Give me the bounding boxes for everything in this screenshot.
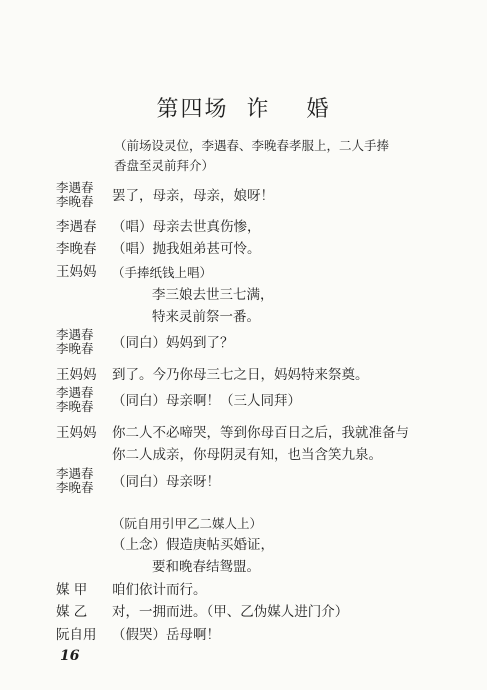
dialogue-line: （同白）母亲啊！（三人同拜） [112,393,301,409]
dialogue-line: 你二人成亲，你母阴灵有知，也当含笑九泉。 [112,447,382,463]
dialogue-line: （同白）母亲呀！ [112,474,220,490]
speaker-pair [56,328,94,356]
dialogue-line: 罢了，母亲，母亲，娘呀！ [112,188,274,204]
verse-line: 要和晚春结鸳盟。 [152,559,260,575]
speaker-pair [56,181,94,209]
speaker-name: 李遇春 [56,466,94,481]
stage-direction-line: （阮自用引甲乙二媒人上） [112,516,263,531]
speaker-name: 媒 乙 [56,604,88,620]
verse-line: 特来灵前祭一番。 [152,309,260,325]
dialogue-line: 你二人不必啼哭，等到你母百日之后，我就准备与 [112,425,409,441]
speaker-name: 王妈妈 [56,367,97,383]
dialogue-line: （唱）抛我姐弟甚可怜。 [112,241,261,257]
speaker-name: 李晚春 [56,241,97,257]
scene-title: 第四场 诈 婚 [156,97,331,122]
speaker-name: 媒 甲 [56,582,88,598]
speaker-name: 李晚春 [56,341,94,356]
speaker-name: 阮自用 [56,627,97,643]
verse-line: 李三娘去世三七满， [152,287,274,303]
speaker-name: 王妈妈 [56,425,97,441]
dialogue-line: （唱）母亲去世真伤惨， [112,219,261,235]
dialogue-line: （假哭）岳母啊！ [112,627,220,643]
speaker-name: 李遇春 [56,219,97,235]
dialogue-line: （同白）妈妈到了？ [112,335,234,351]
speaker-name: 王妈妈 [56,264,97,280]
speaker-pair [56,467,94,495]
dialogue-line: 咱们依计而行。 [112,582,207,598]
dialogue-line: 到了。今乃你母三七之日，妈妈特来祭奠。 [112,367,369,383]
stage-direction-line: （手捧纸钱上唱） [112,265,213,280]
speaker-name: 李遇春 [56,385,94,400]
speaker-name: 李晚春 [56,480,94,495]
dialogue-line: 对，一拥而进。（甲、乙伪媒人进门介） [112,604,349,620]
speaker-name: 李遇春 [56,180,94,195]
stage-direction-line: 香盘至灵前拜介） [114,158,215,173]
speaker-name: 李晚春 [56,399,94,414]
stage-direction-line: （前场设灵位，李遇春、李晚春孝服上，二人手捧 [114,138,390,153]
speaker-name: 李晚春 [56,194,94,209]
page-number: 16 [60,648,80,664]
dialogue-line: （上念）假造庚帖买婚证， [112,537,274,553]
speaker-pair [56,386,94,414]
speaker-name: 李遇春 [56,327,94,342]
